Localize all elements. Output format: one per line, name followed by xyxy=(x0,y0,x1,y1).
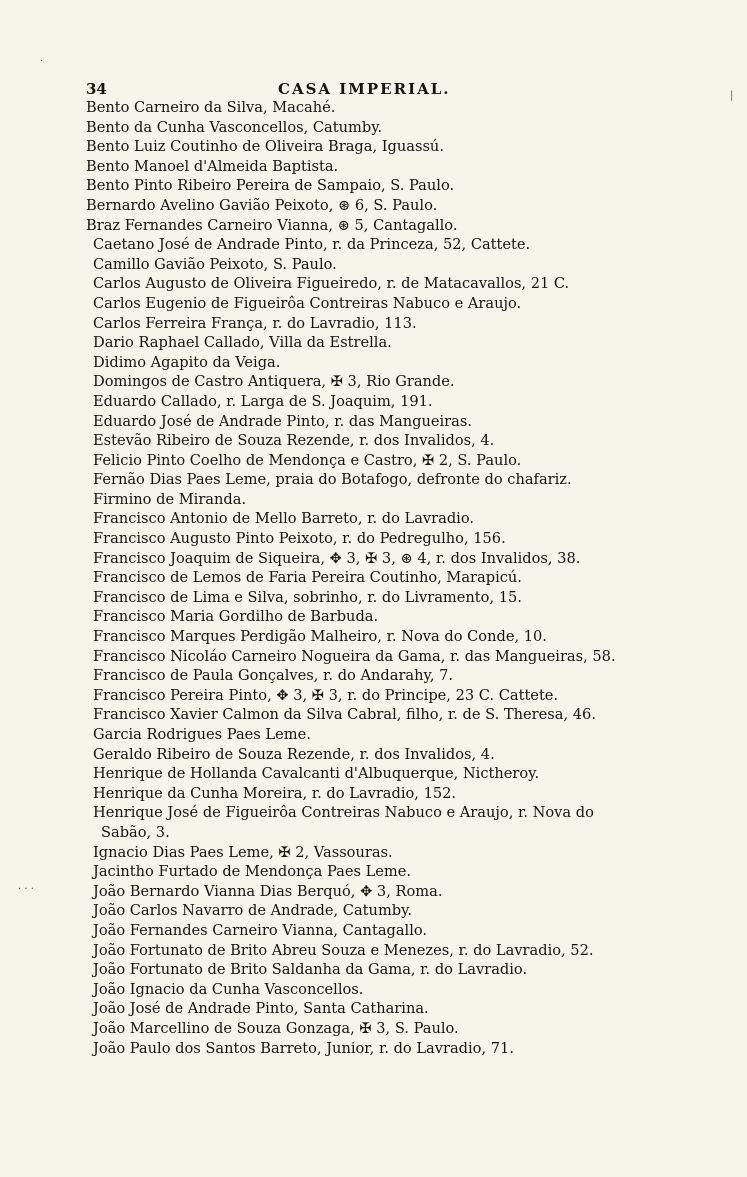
list-entry: Domingos de Castro Antiquera, ✠ 3, Rio Grande. xyxy=(93,373,455,391)
list-entry: Francisco Nicoláo Carneiro Nogueira da Gama, r. das Mangueiras, 58. xyxy=(93,647,616,665)
list-entry: João José de Andrade Pinto, Santa Catharina. xyxy=(93,1000,429,1018)
list-entry: Henrique de Hollanda Cavalcanti d'Albuquerque, Nictheroy. xyxy=(93,765,540,783)
list-entry: Dario Raphael Callado, Villa da Estrella. xyxy=(93,334,392,352)
list-entry: Francisco Maria Gordilho de Barbuda. xyxy=(93,608,379,626)
list-entry: Fernão Dias Paes Leme, praia do Botafogo, defronte do chafariz. xyxy=(93,471,572,489)
list-entry: Bento Manoel d'Almeida Baptista. xyxy=(86,157,339,175)
page-number: 34 xyxy=(86,80,107,98)
list-entry: Sabão, 3. xyxy=(101,823,170,841)
list-entry: Francisco Pereira Pinto, ✥ 3, ✠ 3, r. do Principe, 23 C. Cattete. xyxy=(93,686,559,704)
page-header xyxy=(86,76,676,98)
paper-speck: · xyxy=(40,56,44,67)
list-entry: João Fortunato de Brito Abreu Souza e Menezes, r. do Lavradio, 52. xyxy=(93,941,594,959)
list-entry: João Ignacio da Cunha Vasconcellos. xyxy=(93,980,364,998)
list-entry: Francisco de Paula Gonçalves, r. do Andarahy, 7. xyxy=(93,667,454,685)
list-entry: João Carlos Navarro de Andrade, Catumby. xyxy=(93,902,413,920)
list-entry: João Fernandes Carneiro Vianna, Cantagallo. xyxy=(93,921,428,939)
list-entry: Francisco Marques Perdigão Malheiro, r. Nova do Conde, 10. xyxy=(93,628,547,646)
list-entry: Bento Carneiro da Silva, Macahé. xyxy=(86,99,336,116)
list-entry: Bento Pinto Ribeiro Pereira de Sampaio, S. Paulo. xyxy=(86,177,455,195)
list-entry: Francisco Xavier Calmon da Silva Cabral, filho, r. de S. Theresa, 46. xyxy=(93,706,596,724)
list-entry: João Paulo dos Santos Barreto, Junior, r. do Lavradio, 71. xyxy=(93,1039,514,1057)
list-entry: Braz Fernandes Carneiro Vianna, ⊛ 5, Cantagallo. xyxy=(86,216,458,234)
list-entry: Carlos Ferreira França, r. do Lavradio, 113. xyxy=(93,314,417,332)
list-entry: Carlos Eugenio de Figueirôa Contreiras Nabuco e Araujo. xyxy=(93,294,522,312)
list-entry: Francisco Augusto Pinto Peixoto, r. do Pedregulho, 156. xyxy=(93,530,506,548)
list-entry: Bernardo Avelino Gavião Peixoto, ⊛ 6, S. Paulo. xyxy=(86,196,438,214)
list-entry: Ignacio Dias Paes Leme, ✠ 2, Vassouras. xyxy=(93,843,393,861)
list-entry: Eduardo José de Andrade Pinto, r. das Mangueiras. xyxy=(93,412,472,430)
list-entry: Camillo Gavião Peixoto, S. Paulo. xyxy=(93,255,337,273)
list-entry: Garcia Rodrigues Paes Leme. xyxy=(93,726,311,743)
list-entry: Henrique da Cunha Moreira, r. do Lavradio, 152. xyxy=(93,784,457,802)
list-entry: João Marcellino de Souza Gonzaga, ✠ 3, S. Paulo. xyxy=(93,1019,459,1037)
list-entry: João Bernardo Vianna Dias Berquó, ✥ 3, Roma. xyxy=(93,882,443,900)
list-entry: Felicio Pinto Coelho de Mendonça e Castro, ✠ 2, S. Paulo. xyxy=(93,451,522,469)
list-entry: João Fortunato de Brito Saldanha da Gama, r. do Lavradio. xyxy=(93,961,528,979)
list-entry: Francisco Antonio de Mello Barreto, r. do Lavradio. xyxy=(93,510,475,528)
list-entry: Firmino de Miranda. xyxy=(93,490,247,508)
list-entry: Francisco de Lemos de Faria Pereira Coutinho, Marapicú. xyxy=(93,569,522,587)
paper-speck: · · · xyxy=(18,884,34,895)
list-entry: Caetano José de Andrade Pinto, r. da Princeza, 52, Cattete. xyxy=(93,236,531,254)
printed-page xyxy=(86,76,676,1058)
list-entry: Bento da Cunha Vasconcellos, Catumby. xyxy=(86,118,383,136)
name-list xyxy=(86,98,676,1058)
paper-speck: | xyxy=(730,90,734,101)
list-entry: Estevão Ribeiro de Souza Rezende, r. dos Invalidos, 4. xyxy=(93,432,495,450)
running-title: CASA IMPERIAL. xyxy=(278,80,451,98)
list-entry: Bento Luiz Coutinho de Oliveira Braga, Iguassú. xyxy=(86,138,444,156)
list-entry: Jacintho Furtado de Mendonça Paes Leme. xyxy=(93,863,412,881)
list-entry: Francisco de Lima e Silva, sobrinho, r. do Livramento, 15. xyxy=(93,588,522,606)
list-entry: Carlos Augusto de Oliveira Figueiredo, r. de Matacavallos, 21 C. xyxy=(93,275,570,293)
list-entry: Didimo Agapito da Veiga. xyxy=(93,353,281,371)
list-entry: Eduardo Callado, r. Larga de S. Joaquim, 191. xyxy=(93,392,433,410)
list-entry: Francisco Joaquim de Siqueira, ✥ 3, ✠ 3, ⊛ 4, r. dos Invalidos, 38. xyxy=(93,549,581,567)
list-entry: Henrique José de Figueirôa Contreiras Nabuco e Araujo, r. Nova do xyxy=(93,804,594,822)
list-entry: Geraldo Ribeiro de Souza Rezende, r. dos Invalidos, 4. xyxy=(93,745,495,763)
